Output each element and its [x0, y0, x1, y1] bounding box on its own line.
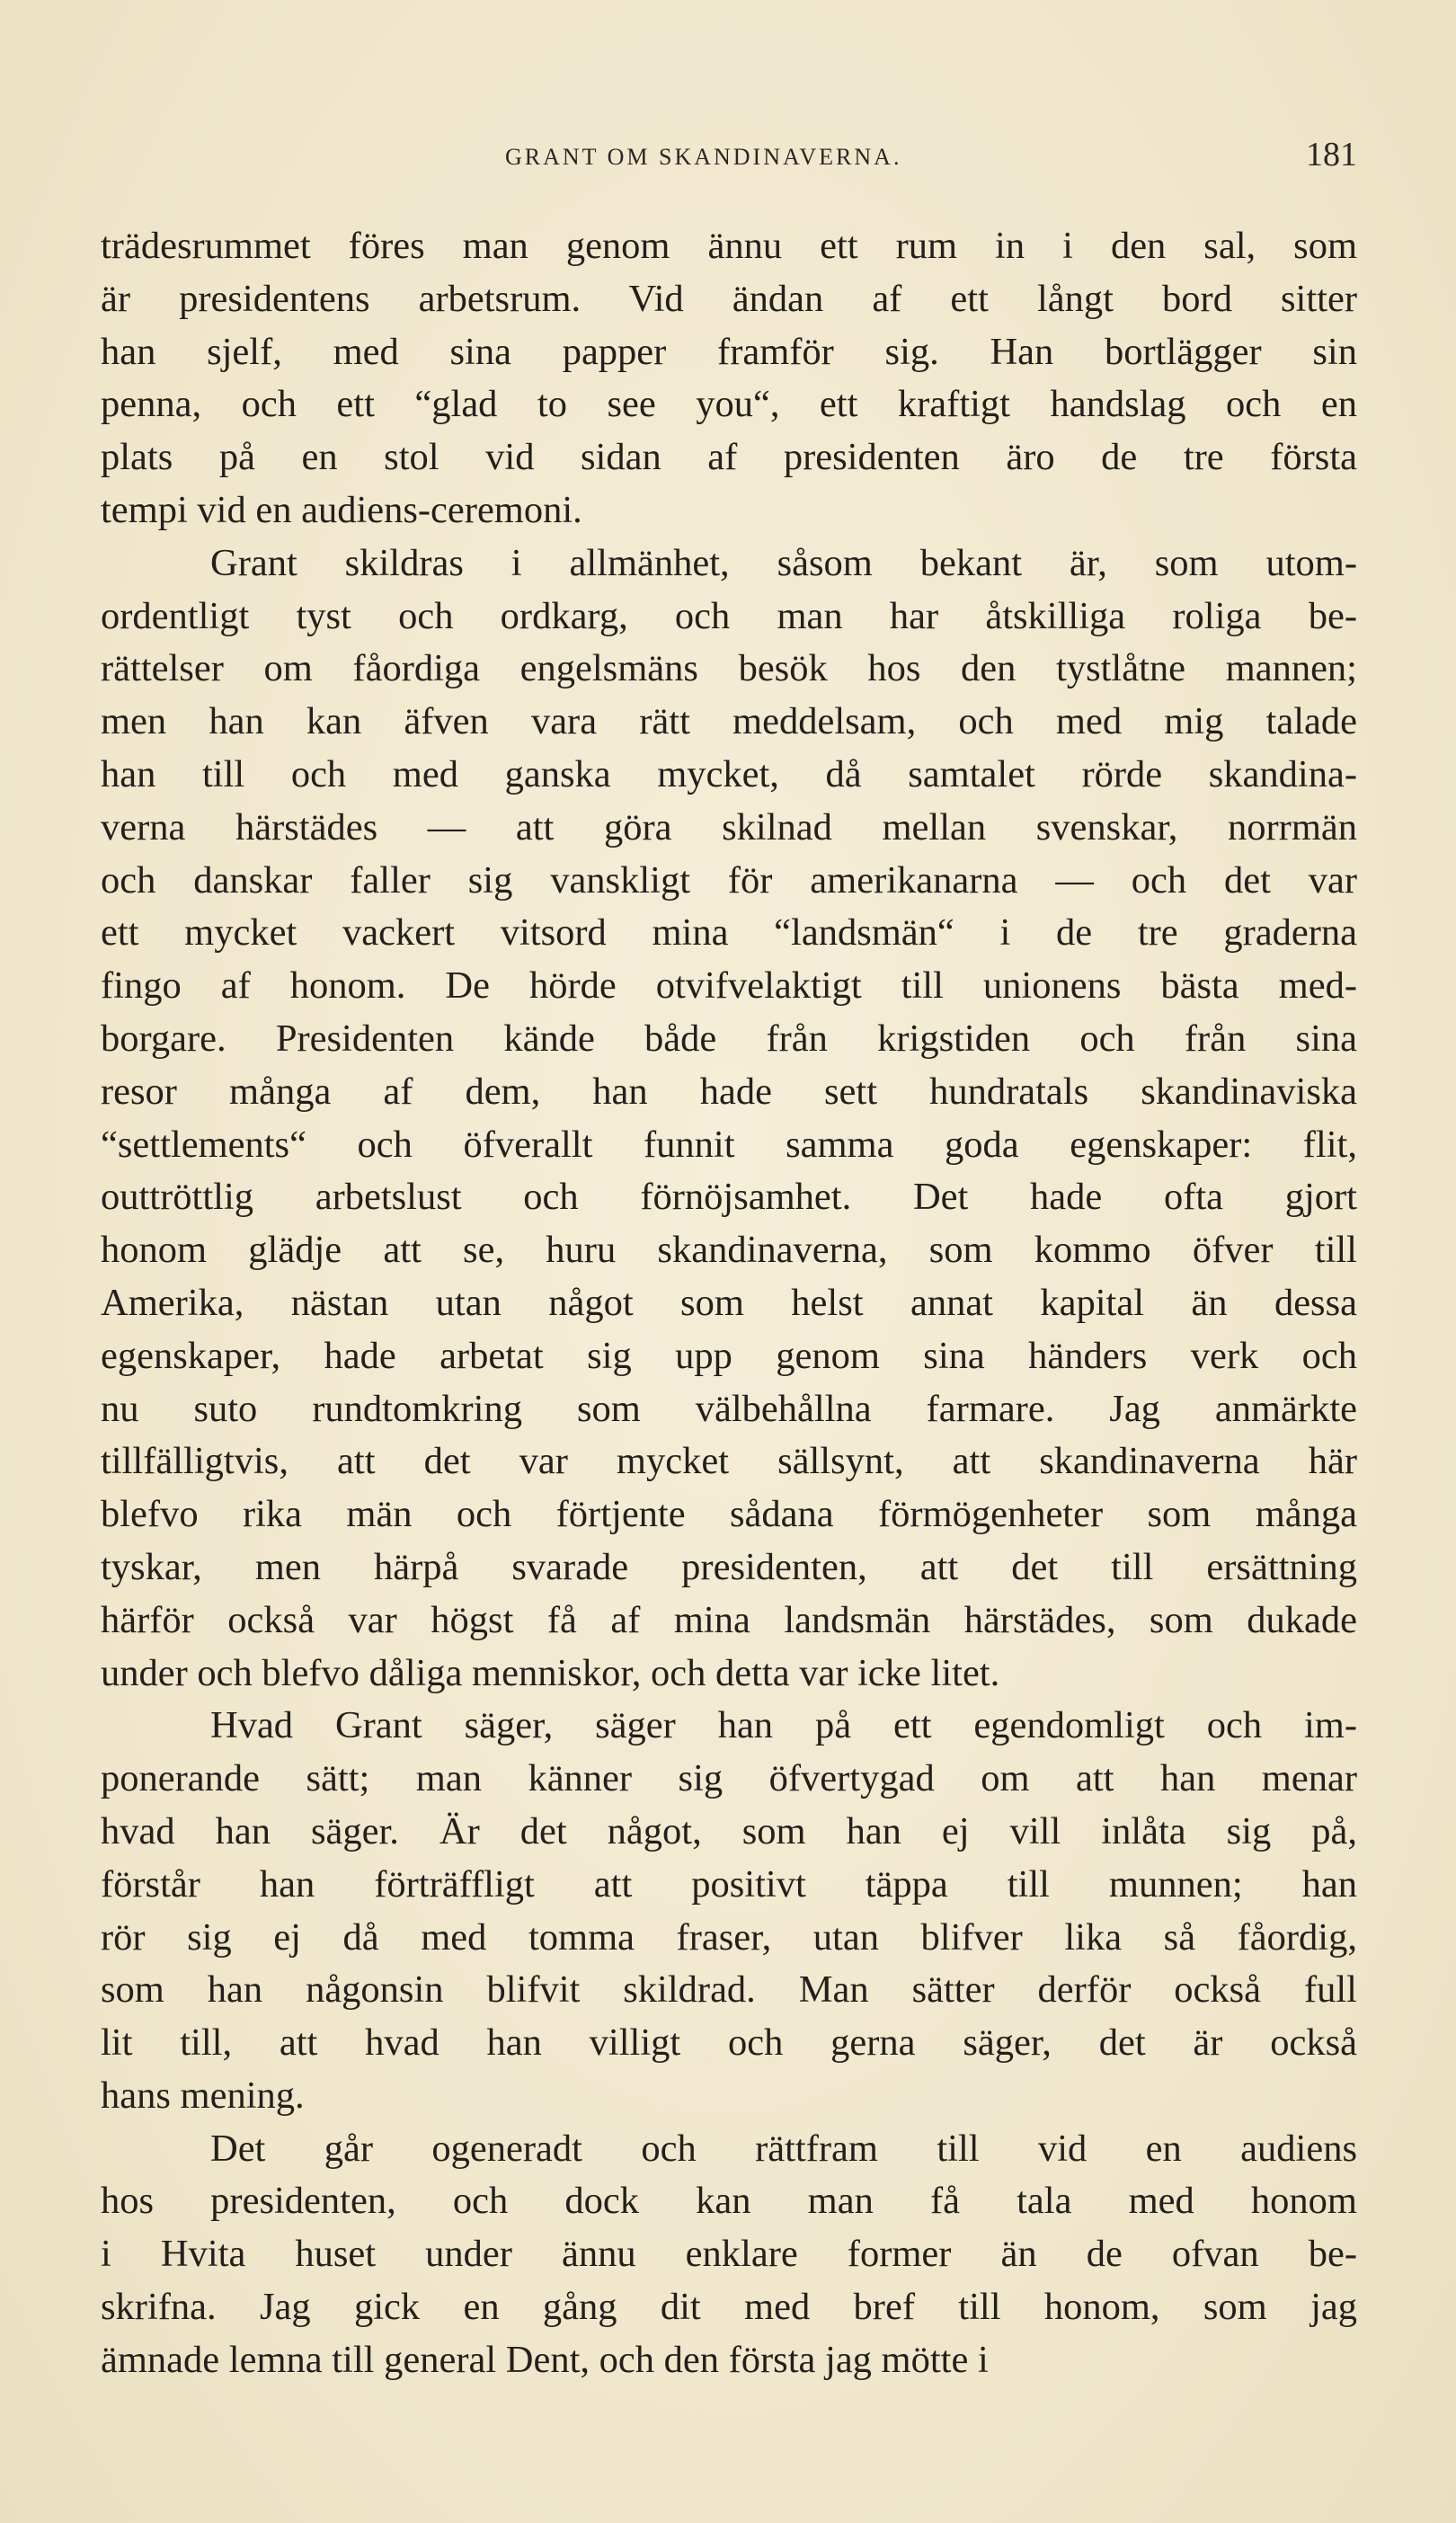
text-line: i Hvita huset under ännu enklare former än de ofvan be-: [101, 2233, 1357, 2276]
text-line: Amerika, nästan utan något som helst annat kapital än dessa: [101, 1281, 1357, 1324]
text-line: egenskaper, hade arbetat sig upp genom sina händers verk och: [101, 1334, 1357, 1377]
text-line: trädesrummet föres man genom ännu ett rum in i den sal, som: [101, 225, 1357, 267]
text-line: resor många af dem, han hade sett hundratals skandinaviska: [101, 1070, 1357, 1113]
text-line: lit till, att hvad han villigt och gerna säger, det är också: [101, 2021, 1357, 2065]
text-line: ämnade lemna till general Dent, och den första jag mötte i: [101, 2338, 989, 2381]
text-line: borgare. Presidenten kände både från krigstiden och från sina: [101, 1017, 1357, 1060]
text-line: “settlements“ och öfverallt funnit samma goda egenskaper: flit,: [101, 1123, 1357, 1166]
text-line: men han kan äfven vara rätt meddelsam, och med mig talade: [101, 700, 1357, 743]
text-line: ordentligt tyst och ordkarg, och man har åtskilliga roliga be-: [101, 594, 1357, 637]
text-line: plats på en stol vid sidan af presidenten äro de tre första: [101, 436, 1357, 479]
paragraph: [101, 220, 1357, 537]
text-line: penna, och ett “glad to see you“, ett kraftigt handslag och en: [101, 383, 1357, 426]
text-line: fingo af honom. De hörde otvifvelaktigt till unionens bästa med-: [101, 964, 1357, 1008]
text-line: hans mening.: [101, 2074, 305, 2117]
paragraph: [101, 2123, 1357, 2387]
text-line: Hvad Grant säger, säger han på ett egendomligt och im-: [210, 1704, 1357, 1747]
page-header: [101, 135, 1357, 189]
text-line: hos presidenten, och dock kan man få tala med honom: [101, 2180, 1357, 2223]
text-line: verna härstädes — att göra skilnad mellan svenskar, norrmän: [101, 805, 1357, 848]
text-line: tillfälligtvis, att det var mycket sällsynt, att skandinaverna här: [101, 1440, 1357, 1483]
text-line: som han någonsin blifvit skildrad. Man sätter derför också full: [101, 1968, 1357, 2012]
text-line: rättelser om fåordiga engelsmäns besök hos den tystlåtne mannen;: [101, 647, 1357, 690]
text-line: tyskar, men härpå svarade presidenten, att det till ersättning: [101, 1545, 1357, 1588]
text-line: nu suto rundtomkring som välbehållna farmare. Jag anmärkte: [101, 1387, 1357, 1430]
paragraph: [101, 1700, 1357, 2122]
running-head: GRANT OM SKANDINAVERNA.: [505, 144, 902, 170]
text-line: han till och med ganska mycket, då samtalet rörde skandina-: [101, 752, 1357, 795]
paragraph: [101, 537, 1357, 1701]
text-line: outtröttlig arbetslust och förnöjsamhet. Det hade ofta gjort: [101, 1176, 1357, 1219]
text-line: Grant skildras i allmänhet, såsom bekant är, som utom-: [210, 541, 1357, 584]
page-number: 181: [1306, 136, 1357, 173]
text-line: och danskar faller sig vanskligt för amerikanarna — och det var: [101, 858, 1357, 902]
text-line: ett mycket vackert vitsord mina “landsmän“ i de tre graderna: [101, 911, 1357, 955]
text-line: ponerande sätt; man känner sig öfvertygad om att han menar: [101, 1757, 1357, 1800]
text-line: tempi vid en audiens-ceremoni.: [101, 488, 582, 531]
text-line: förstår han förträffligt att positivt täppa till munnen; han: [101, 1862, 1357, 1906]
text-line: han sjelf, med sina papper framför sig. Han bortlägger sin: [101, 330, 1357, 373]
text-line: skrifna. Jag gick en gång dit med bref till honom, som jag: [101, 2286, 1357, 2329]
text-line: under och blefvo dåliga menniskor, och detta var icke litet.: [101, 1651, 1000, 1694]
text-line: hvad han säger. Är det något, som han ej vill inlåta sig på,: [101, 1809, 1357, 1852]
text-line: härför också var högst få af mina landsmän härstädes, som dukade: [101, 1598, 1357, 1641]
text-line: blefvo rika män och förtjente sådana förmögenheter som många: [101, 1493, 1357, 1536]
text-line: rör sig ej då med tomma fraser, utan blifver lika så fåordig,: [101, 1915, 1357, 1959]
text-line: är presidentens arbetsrum. Vid ändan af ett långt bord sitter: [101, 277, 1357, 320]
text-line: Det går ogeneradt och rättfram till vid en audiens: [210, 2127, 1357, 2170]
body-text: [101, 220, 1357, 2387]
text-line: honom glädje att se, huru skandinaverna, som kommo öfver till: [101, 1229, 1357, 1272]
